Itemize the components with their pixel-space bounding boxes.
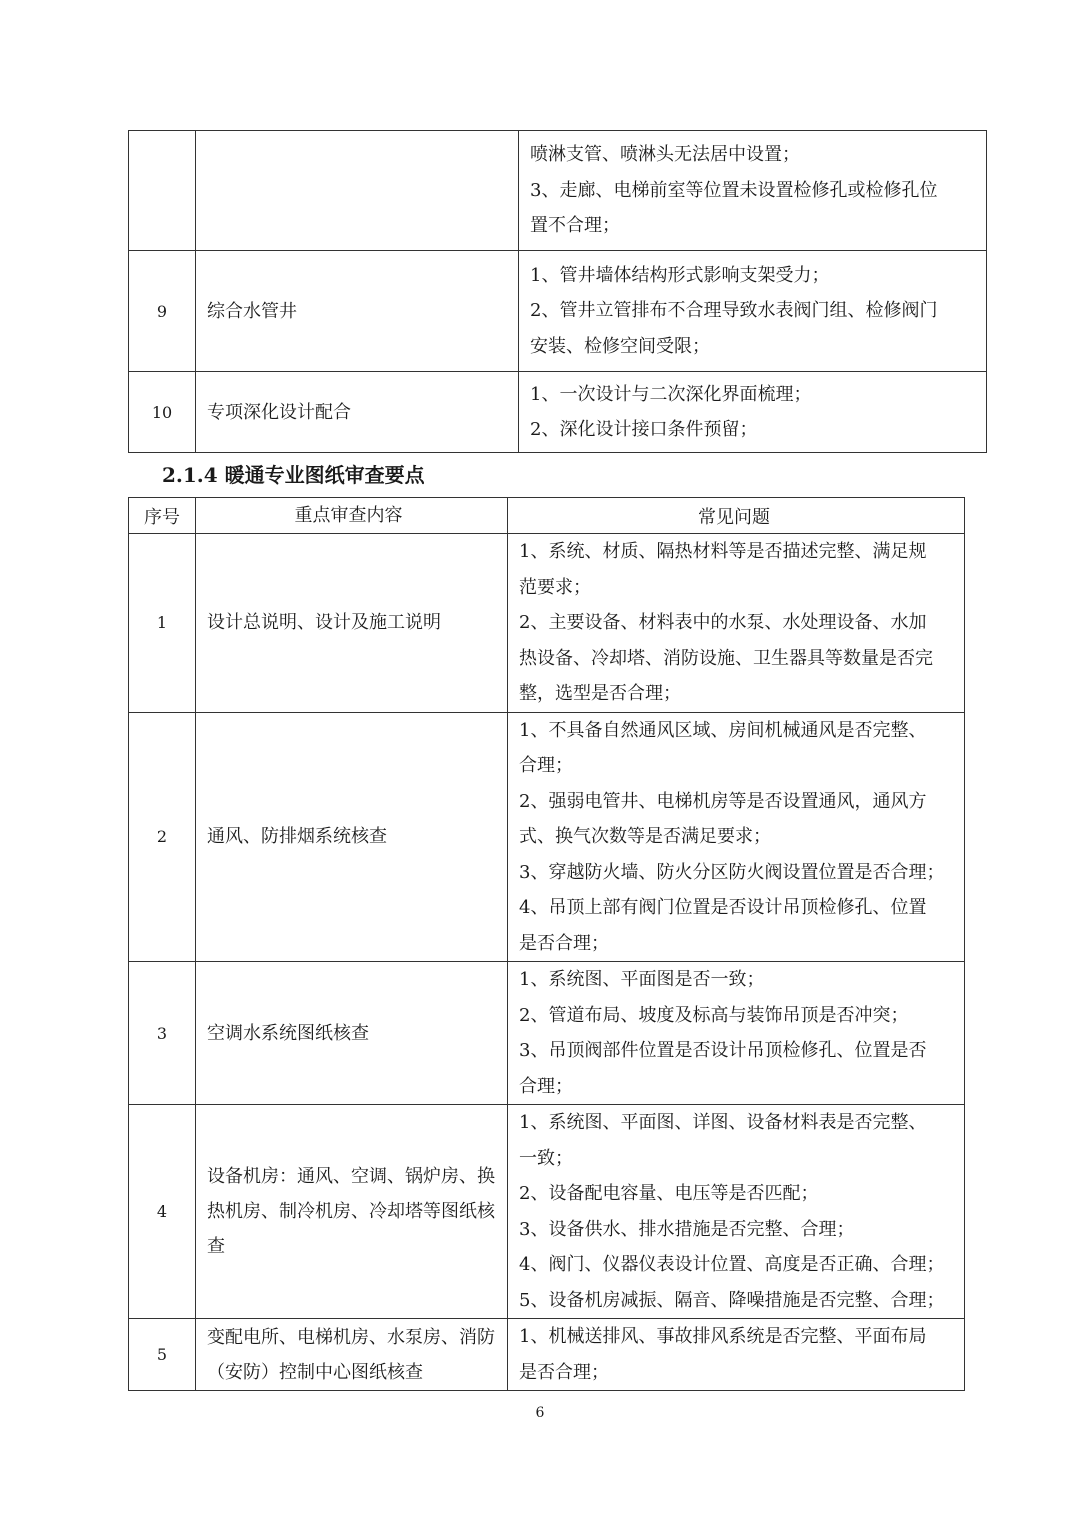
issues-cell [519,131,987,251]
table-row [129,1319,965,1391]
row-number-cell: 1 [129,534,196,713]
issue-line: 1、一次设计与二次深化界面梳理； [530,383,812,405]
issue-line: 式、换气次数等是否满足要求； [519,826,771,847]
issues-cell [508,962,965,1105]
page-number: 6 [535,1405,545,1421]
section-heading: 2.1.4 暖通专业图纸审查要点 [162,463,425,487]
issue-line: 4、阀门、仪器仪表设计位置、高度是否正确、合理； [519,1254,945,1275]
issue-line: 1、系统图、平面图、详图、设备材料表是否完整、 [519,1112,927,1133]
row-number-cell: 2 [129,712,196,962]
table-row [129,712,965,962]
table-row [129,534,965,713]
issue-line: 4、吊顶上部有阀门位置是否设计吊顶检修孔、位置 [519,897,927,918]
review-topic-cell: 空调水系统图纸核查 [196,962,508,1105]
issue-line: 范要求； [519,576,591,598]
issue-line: 2、管井立管排布不合理导致水表阀门组、检修阀门 [530,300,938,322]
review-topic-cell: 设计总说明、设计及施工说明 [196,534,508,713]
issue-line: 2、主要设备、材料表中的水泵、水处理设备、水加 [519,612,927,633]
review-topic-cell: 通风、防排烟系统核查 [196,712,508,962]
row-number-cell: 9 [129,251,196,372]
issues-cell [519,372,987,453]
table-row [129,1105,965,1319]
issue-line: 3、走廊、电梯前室等位置未设置检修孔或检修孔位 [530,179,938,201]
table-row [129,131,987,251]
issues-cell [519,251,987,372]
issue-line: 安装、检修空间受限； [530,335,710,357]
issue-line: 合理； [519,1075,573,1097]
header-common-issues: 常见问题 [508,498,965,534]
issue-line: 3、吊顶阀部件位置是否设计吊顶检修孔、位置是否 [519,1040,927,1061]
issues-cell [508,712,965,962]
row-number-cell [129,131,196,251]
issue-line: 1、系统、材质、隔热材料等是否描述完整、满足规 [519,541,927,562]
issues-cell [508,1105,965,1319]
review-topic-cell [196,131,519,251]
issue-line: 1、机械送排风、事故排风系统是否完整、平面布局 [519,1326,927,1347]
issue-line: 置不合理； [530,215,620,237]
table-header-row [129,498,965,534]
issue-line: 是否合理； [519,1361,609,1383]
review-topic-cell: 专项深化设计配合 [196,372,519,453]
issue-line: 喷淋支管、喷淋头无法居中设置； [530,144,800,166]
issue-line: 1、管井墙体结构形式影响支架受力； [530,264,830,286]
issue-line: 1、不具备自然通风区域、房间机械通风是否完整、 [519,719,927,741]
row-number-cell: 10 [129,372,196,453]
issues-cell [508,1319,965,1391]
header-number: 序号 [129,498,196,534]
review-topic-cell: 设备机房：通风、空调、锅炉房、换热机房、制冷机房、冷却塔等图纸核查 [196,1105,508,1319]
issue-line: 2、设备配电容量、电压等是否匹配； [519,1183,819,1204]
issue-line: 1、系统图、平面图是否一致； [519,969,765,990]
issue-line: 2、管道布局、坡度及标高与装饰吊顶是否冲突； [519,1004,909,1026]
issue-line: 合理； [519,755,573,776]
issue-line: 2、强弱电管井、电梯机房等是否设置通风，通风方 [519,790,927,812]
issues-cell [508,534,965,713]
hvac-continuation-table [128,130,987,453]
hvac-review-table [128,497,965,1391]
table-row [129,962,965,1105]
issue-line: 5、设备机房减振、隔音、降噪措施是否完整、合理； [519,1289,945,1311]
issue-line: 整，选型是否合理； [519,683,681,704]
issue-line: 一致； [519,1147,573,1169]
issue-line: 3、设备供水、排水措施是否完整、合理； [519,1218,855,1240]
issue-line: 热设备、冷却塔、消防设施、卫生器具等数量是否完 [519,647,933,669]
row-number-cell: 4 [129,1105,196,1319]
table-row [129,372,987,453]
issue-line: 3、穿越防火墙、防火分区防火阀设置位置是否合理； [519,861,945,883]
review-topic-cell: 综合水管井 [196,251,519,372]
header-review-content: 重点审查内容 [196,498,508,534]
row-number-cell: 5 [129,1319,196,1391]
issue-line: 是否合理； [519,932,609,954]
row-number-cell: 3 [129,962,196,1105]
table-row [129,251,987,372]
issue-line: 2、深化设计接口条件预留； [530,419,758,440]
review-topic-cell: 变配电所、电梯机房、水泵房、消防（安防）控制中心图纸核查 [196,1319,508,1391]
